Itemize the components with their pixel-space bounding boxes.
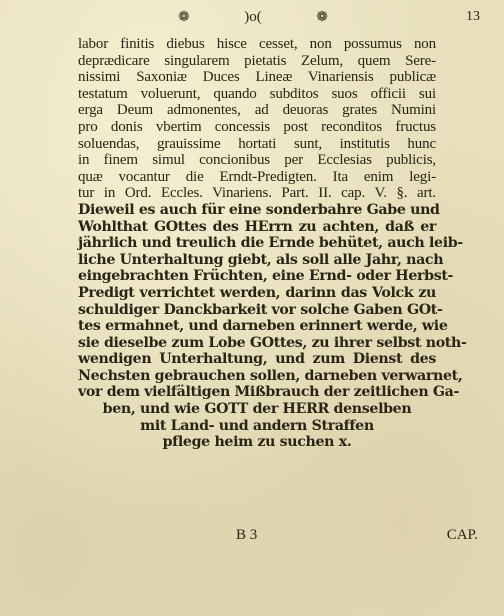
- flower-ornament-right-icon: ❁: [316, 9, 328, 25]
- flower-ornament-left-icon: ❁: [178, 9, 190, 25]
- text-line: Dieweil es auch für eine sonderbahre Gabe und: [78, 201, 440, 218]
- text-line: Wohlthat GOttes des HErrn zu achten, daß er: [78, 218, 436, 235]
- text-line: sie dieselbe zum Lobe GOttes, zu ihrer selbst noth-: [78, 334, 467, 351]
- text-line: schuldiger Danckbarkeit vor solche Gaben GOt-: [78, 301, 443, 318]
- text-line: ben, und wie GOTT der HERR denselben: [102, 401, 412, 418]
- text-line: labor finitis diebus hisce cesset, non possumus non: [78, 36, 436, 52]
- text-line: nissimi Saxoniæ Duces Lineæ Vinariensis publicæ: [78, 69, 436, 86]
- page-number: 13: [466, 9, 480, 24]
- text-line: pflege heim zu suchen x.: [162, 434, 352, 451]
- text-line: erga Deum admonentes, ad deuoras grates Numini: [78, 102, 436, 119]
- text-line: deprædicare singularem pietatis Zelum, quem Sere-: [78, 52, 436, 69]
- text-line: vor dem vielfältigen Mißbrauch der zeitlichen Ga-: [78, 384, 460, 401]
- text-line: tes ermahnet, und darneben erinnert werde, wie: [78, 318, 448, 335]
- text-line: soluendas, grauissime hortati sunt, institutis hunc: [78, 135, 436, 152]
- text-line: tur in Ord. Eccles. Vinariens. Part. II. cap. V. §. art.: [78, 185, 436, 202]
- text-line: mit Land- und andern Straffen: [140, 417, 374, 434]
- text-line: wendigen Unterhaltung, und zum Dienst des: [78, 351, 436, 368]
- text-line: Predigt verrichtet werden, darinn das Volck zu: [78, 284, 436, 301]
- text-line: eingebrachten Früchten, eine Ernd- oder Herbst-: [78, 268, 454, 285]
- text-line: liche Unterhaltung giebt, als soll alle Jahr, nach: [78, 251, 444, 268]
- text-line: in finem simul concionibus per Ecclesias publicis,: [78, 152, 436, 169]
- text-line: quæ vocantur die Erndt-Predigten. Ita enim legi-: [78, 168, 436, 185]
- signature-mark: B 3: [236, 527, 258, 543]
- ornament-center: )o(: [244, 8, 262, 25]
- text-line: testatum voluerunt, quando subditos suos officii sui: [78, 85, 436, 102]
- body-text: [78, 36, 467, 451]
- catchword: CAP.: [446, 527, 478, 543]
- header-ornament: [178, 8, 328, 26]
- text-line: Nechsten gebrauchen sollen, darneben verwarnet,: [78, 367, 463, 384]
- text-line: jährlich und treulich die Ernde behütet, auch leib-: [78, 235, 463, 252]
- text-line: pro donis vbertim concessis post reconditos fructus: [78, 118, 436, 135]
